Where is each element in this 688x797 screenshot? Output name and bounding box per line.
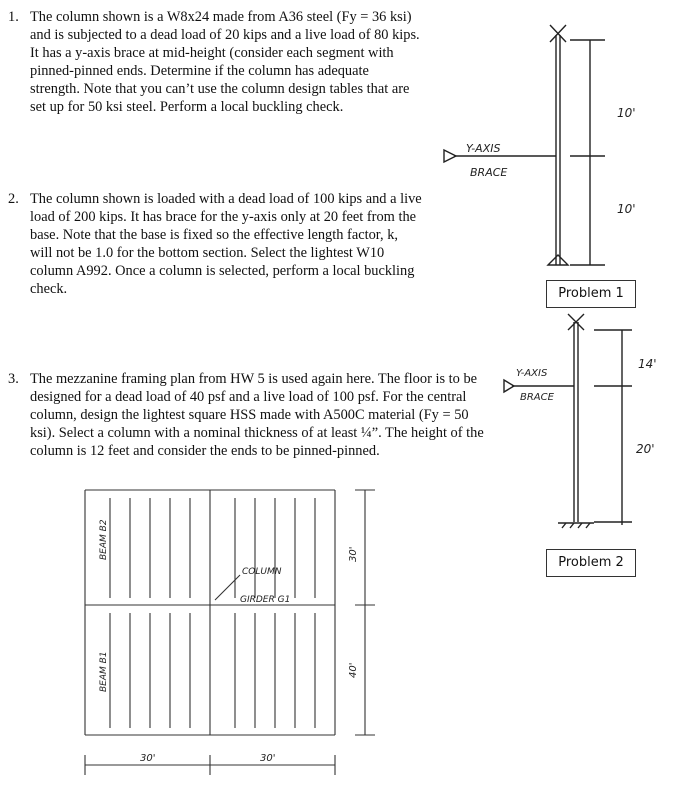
top-pin-symbol	[568, 314, 584, 330]
fixed-base-hatch	[562, 523, 590, 528]
problem-3-number: 3.	[8, 371, 19, 387]
dim-top: 14'	[638, 357, 657, 371]
dim-bottom: 10'	[617, 202, 636, 216]
dim-bottom: 20'	[636, 442, 655, 456]
framing-plan	[70, 480, 400, 790]
girder-label: GIRDER G1	[240, 595, 291, 605]
beam-lines-top-right	[235, 498, 315, 598]
problem-1-number: 1.	[8, 9, 19, 25]
beam-b1-label: BEAM B1	[99, 651, 109, 692]
dim-bottom-span: 40'	[348, 662, 359, 678]
dim-left-bay: 30'	[140, 753, 156, 764]
problem-1-figure	[430, 20, 670, 310]
dim-top-span: 30'	[348, 546, 359, 562]
dim-right-bay: 30'	[260, 753, 276, 764]
brace-label-line1: Y-AXIS	[466, 142, 501, 155]
problem-3-text: The mezzanine framing plan from HW 5 is used again here. The floor is to be designed for a dead load of 40 psf and a live load of 100 psf. For the central column, design the lightest square HSS made with A500C material (Fy = 50 ksi). Select a column with a nominal thickness of at least ¼”. The height of the column is 12 feet and consider the ends to be pinned-pinned.	[30, 371, 484, 459]
problem-2-figure	[498, 310, 688, 540]
problem-2-text: The column shown is loaded with a dead load of 100 kips and a live load of 200 kips. It has brace for the y-axis only at 20 feet from the base. Note that the base is fixed so the effective length factor, k, will not be 1.0 for the bottom section. Select the lightest W10 column A992. Once a column is selected, perform a local buckling check.	[30, 191, 422, 297]
brace-label-line2: BRACE	[470, 166, 508, 179]
column-label: COLUMN	[242, 567, 282, 577]
brace-label-line2: BRACE	[520, 392, 554, 403]
problem-2-number: 2.	[8, 191, 19, 207]
brace-label-line1: Y-AXIS	[516, 368, 548, 379]
problem-2-caption: Problem 2	[546, 549, 636, 577]
problem-1-caption: Problem 1	[546, 280, 636, 308]
leader-line	[215, 575, 240, 600]
beam-lines-bottom-right	[235, 613, 315, 728]
top-pin-symbol	[550, 25, 566, 42]
beam-b2-label: BEAM B2	[99, 519, 109, 560]
base-pin-symbol	[548, 255, 568, 265]
beam-lines-bottom-left	[110, 613, 190, 728]
problem-1-text: The column shown is a W8x24 made from A36 steel (Fy = 36 ksi) and is subjected to a dead load of 20 kips and a live load of 80 kips. It has a y-axis brace at mid-height (consider each segment with pinned-pinned ends. Determine if the column has adequate strength. Note that you can’t use the column design tables that are set up for 50 ksi steel. Perform a local buckling check.	[30, 9, 420, 115]
dim-top: 10'	[617, 106, 636, 120]
beam-lines-top-left	[110, 498, 190, 598]
